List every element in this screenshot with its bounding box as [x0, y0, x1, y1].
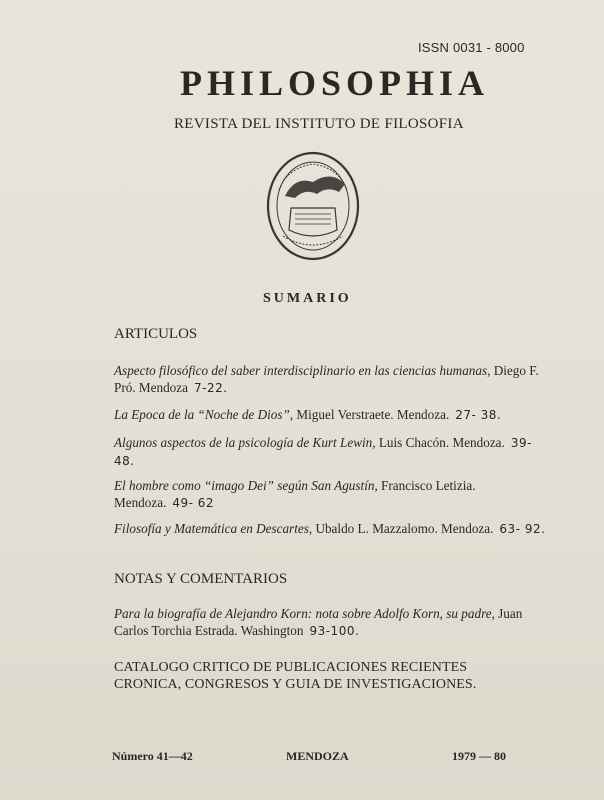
article-title: Aspecto filosófico del saber interdisciplinario en las ciencias humanas: [114, 363, 488, 378]
notas-heading: NOTAS Y COMENTARIOS: [114, 571, 288, 587]
handwritten-pages: 39- 48.: [114, 436, 532, 468]
handwritten-pages: 27- 38.: [455, 408, 502, 422]
issue-number: Número 41—42: [112, 749, 193, 763]
university-seal-icon: [265, 150, 361, 262]
note-author: , Juan Carlos Torchia Estrada. Washington: [114, 606, 523, 638]
article-author: , Miguel Verstraete. Mendoza.: [289, 407, 450, 422]
article-title: Algunos aspectos de la psicología de Kurt Lewin: [114, 435, 373, 450]
article-entry: [114, 434, 554, 470]
publication-years: 1979 — 80: [452, 749, 506, 763]
article-title: La Epoca de la “Noche de Dios”: [114, 407, 290, 422]
article-author: , Diego F. Pró. Mendoza: [114, 363, 539, 395]
catalog-section: [114, 659, 476, 693]
article-title: Filosofía y Matemática en Descartes: [114, 521, 309, 536]
handwritten-pages: 63- 92.: [499, 522, 546, 536]
journal-subtitle: REVISTA DEL INSTITUTO DE FILOSOFIA: [174, 116, 464, 132]
article-entry: [114, 477, 554, 512]
publication-city: MENDOZA: [286, 749, 349, 763]
handwritten-pages: 93-100.: [309, 624, 360, 638]
sumario-heading: SUMARIO: [263, 291, 352, 306]
journal-title: PHILOSOPHIA: [180, 63, 490, 103]
article-title: El hombre como “imago Dei” según San Agustín: [114, 478, 375, 493]
handwritten-pages: 7-22.: [193, 381, 228, 395]
catalog-line-2: CRONICA, CONGRESOS Y GUIA DE INVESTIGACIONES.: [114, 677, 477, 692]
note-entry: [114, 605, 554, 640]
article-entry: [114, 520, 554, 538]
handwritten-pages: 49- 62: [172, 496, 215, 510]
article-entry: [114, 362, 554, 397]
article-author: , Luis Chacón. Mendoza.: [372, 435, 505, 450]
article-author: , Ubaldo L. Mazzalomo. Mendoza.: [308, 521, 494, 536]
note-title: Para la biografía de Alejandro Korn: nota sobre Adolfo Korn, su padre: [114, 606, 492, 621]
catalog-line-1: CATALOGO CRITICO DE PUBLICACIONES RECIENTES: [114, 660, 468, 675]
articulos-heading: ARTICULOS: [114, 326, 198, 342]
article-entry: [114, 406, 554, 424]
issn-number: ISSN 0031 - 8000: [418, 40, 525, 55]
article-author: , Francisco Letizia. Mendoza.: [114, 478, 476, 510]
